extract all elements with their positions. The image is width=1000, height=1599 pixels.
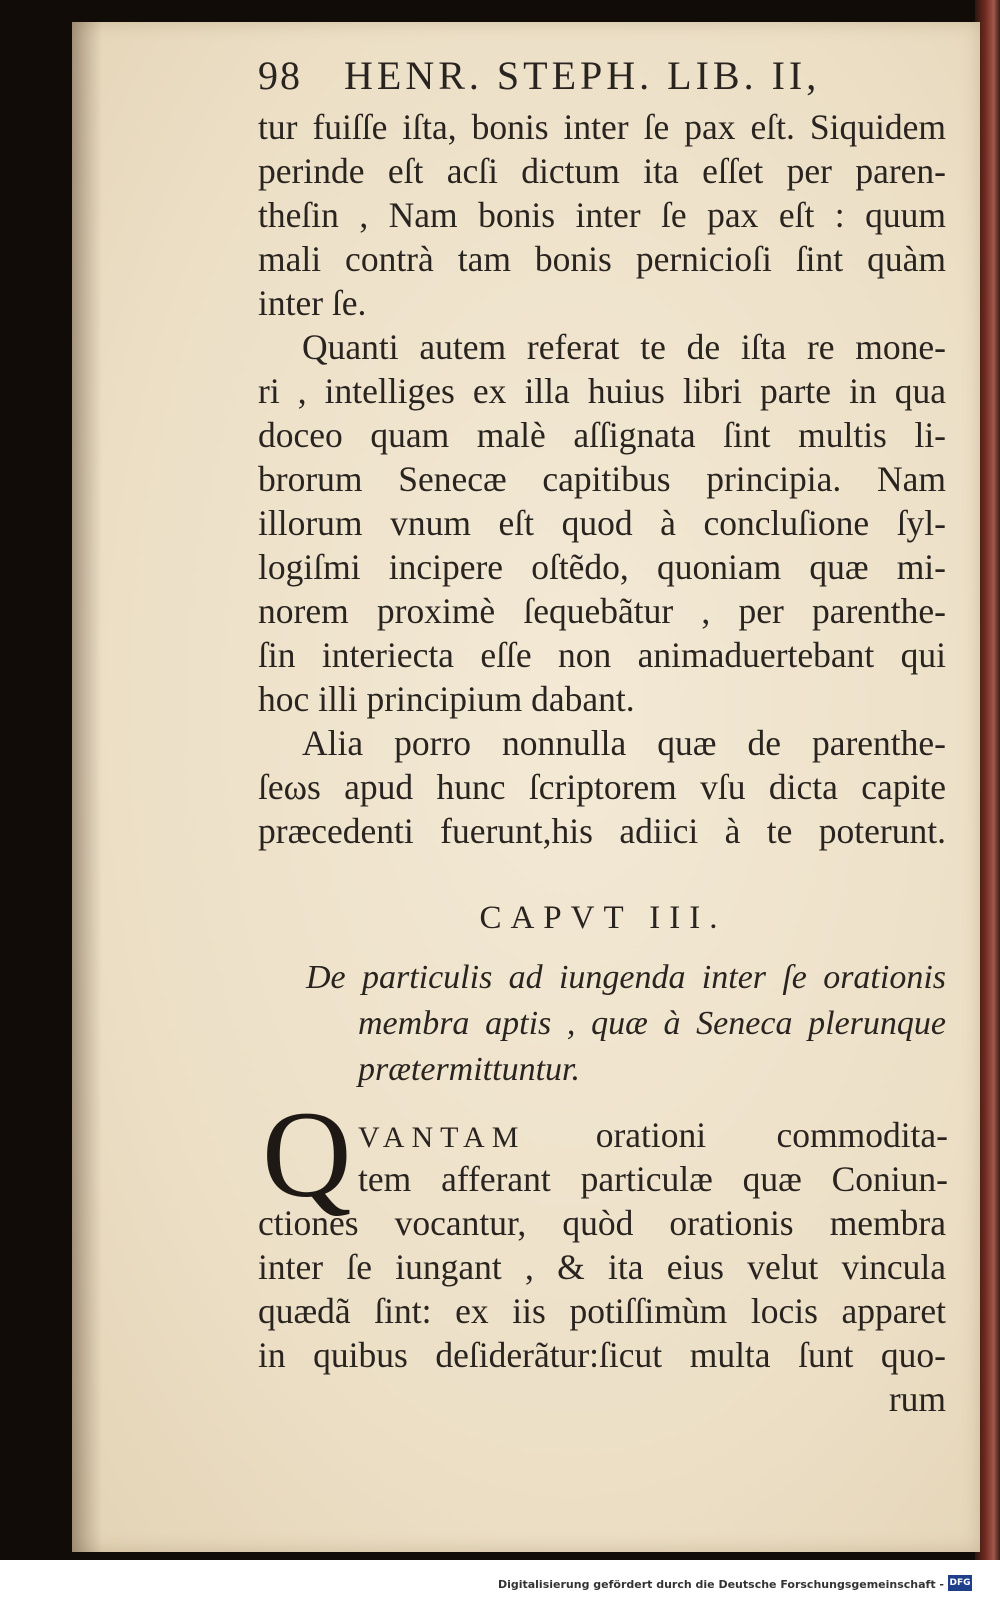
funding-credit: Digitalisierung gefördert durch die Deutsche Forschungsgemeinschaft - [497, 1578, 944, 1591]
text-line: tur fuiſſe iſta, bonis inter ſe pax eſt. Siquidem [258, 107, 946, 147]
text-line: Alia porro nonnulla quæ de parenthe- [302, 723, 946, 763]
text-line: ſin interiecta eſſe non animaduertebant qui [258, 635, 946, 675]
text-line: tem afferant particulæ quæ Coniun- [358, 1159, 948, 1199]
text-line: quædã ſint: ex iis potiſſimùm locis apparet [258, 1291, 946, 1331]
text-line: norem proximè ſequebãtur , per parenthe- [258, 591, 946, 631]
text-line: inter ſe. [258, 283, 367, 323]
text-line: ſeωs apud hunc ſcriptorem vſu dicta capite [258, 767, 946, 807]
text-line: brorum Senecæ capitibus principia. Nam [258, 459, 946, 499]
catchword: rum [888, 1379, 946, 1419]
text-fragment: orationi commodita- [595, 1115, 948, 1155]
text-line: ri , intelliges ex illa huius libri parte in qua [258, 371, 946, 411]
gutter-shadow [72, 22, 102, 1552]
text-line [358, 1113, 948, 1160]
text-line: mali contrà tam bonis pernicioſi ſint quàm [258, 239, 946, 279]
text-line: illorum vnum eſt quod à concluſione ſyl- [258, 503, 946, 543]
running-title: HENR. STEPH. LIB. II, [344, 53, 821, 98]
text-line: logiſmi incipere oſtẽdo, quoniam quæ mi- [258, 547, 946, 587]
small-caps-word: VANTAM [358, 1121, 526, 1154]
chapter-caption-line: De particulis ad iungenda inter ſe orationis [306, 959, 946, 996]
text-line: doceo quam malè aſſignata ſint multis li- [258, 415, 946, 455]
drop-cap: Q [262, 1086, 352, 1223]
text-line: inter ſe iungant , & ita eius velut vincula [258, 1247, 946, 1287]
text-line: in quibus deſiderãtur:ſicut multa ſunt quo- [258, 1335, 946, 1375]
text-line: theſin , Nam bonis inter ſe pax eſt : quum [258, 195, 946, 235]
chapter-caption-line: membra aptis , quæ à Seneca plerunque [358, 1005, 946, 1042]
text-line: Quanti autem referat te de iſta re mone- [302, 327, 946, 367]
page-number: 98 [258, 53, 302, 98]
text-line: perinde eſt acſi dictum ita eſſet per paren- [258, 151, 946, 191]
chapter-caption-line: prætermittuntur. [358, 1051, 580, 1088]
text-line: præcedenti fuerunt,his adiici à te poterunt. [258, 811, 946, 851]
running-header [258, 52, 948, 99]
text-line: hoc illi principium dabant. [258, 679, 635, 719]
text-line: ctiones vocantur, quòd orationis membra [258, 1203, 946, 1243]
dfg-logo-icon: DFG [948, 1575, 972, 1591]
chapter-heading: CAPVT III. [479, 900, 727, 936]
